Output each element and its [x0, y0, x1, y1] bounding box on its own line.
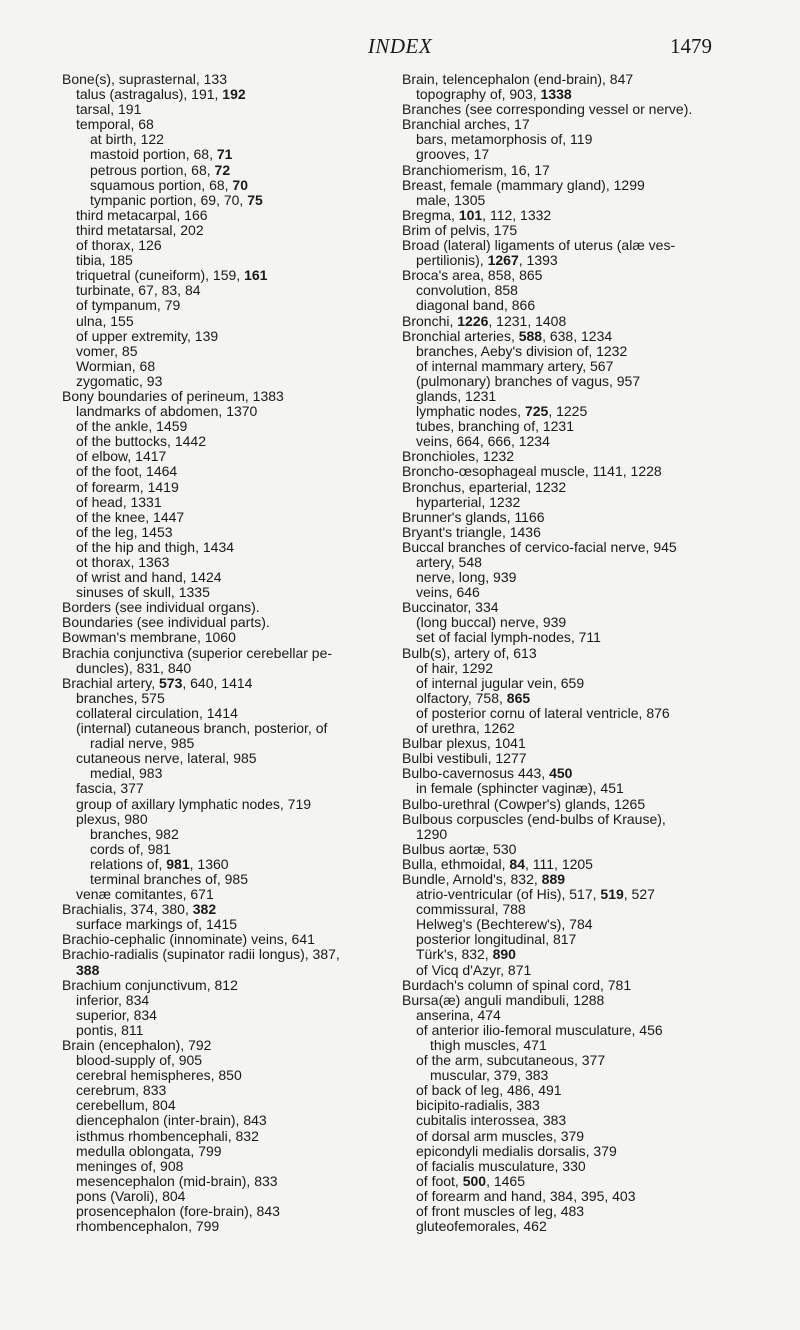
index-entry: meninges of, 908: [76, 1157, 184, 1174]
index-entry: pertilionis), 1267, 1393: [416, 252, 558, 269]
index-entry: Bryant's triangle, 1436: [402, 523, 541, 540]
index-entry: isthmus rhombencephali, 832: [76, 1127, 259, 1144]
index-entry: Brachial artery, 573, 640, 1414: [62, 674, 253, 691]
index-entry: Bulbi vestibuli, 1277: [402, 750, 527, 767]
index-entry: of elbow, 1417: [76, 448, 167, 465]
index-entry: relations of, 981, 1360: [90, 855, 229, 872]
index-entry: (pulmonary) branches of vagus, 957: [416, 372, 641, 389]
index-entry: Bulb(s), artery of, 613: [402, 644, 537, 661]
index-entry: Bone(s), suprasternal, 133: [62, 71, 227, 87]
index-entry: thigh muscles, 471: [430, 1037, 547, 1053]
index-entry: squamous portion, 68, 70: [90, 176, 248, 193]
index-entry: male, 1305: [416, 191, 486, 208]
index-entry: of posterior cornu of lateral ventricle, 876: [416, 704, 670, 721]
index-entry: branches, 982: [90, 825, 179, 842]
index-entry: Branches (see corresponding vessel or nerve).: [402, 101, 693, 118]
index-entry: superior, 834: [76, 1006, 157, 1023]
index-entry: mesencephalon (mid-brain), 833: [76, 1172, 278, 1189]
index-entry: of the hip and thigh, 1434: [76, 538, 235, 555]
index-entry: medulla oblongata, 799: [76, 1142, 222, 1159]
index-entry: Bronchus, eparterial, 1232: [402, 478, 567, 495]
index-entry: third metatarsal, 202: [76, 221, 204, 238]
page-header: [0, 34, 800, 58]
index-entry: of head, 1331: [76, 493, 162, 510]
index-entry: tubes, branching of, 1231: [416, 418, 575, 435]
index-entry: triquetral (cuneiform), 159, 161: [76, 267, 268, 284]
index-entry: of thorax, 126: [76, 237, 162, 254]
index-entry: Branchial arches, 17: [402, 116, 530, 133]
index-column-right: [402, 72, 734, 1234]
index-entry: Wormian, 68: [76, 357, 156, 374]
index-entry: Brain, telencephalon (end-brain), 847: [402, 71, 634, 87]
index-entry: olfactory, 758, 865: [416, 689, 531, 706]
index-entry: Bulbo-urethral (Cowper's) glands, 1265: [402, 795, 646, 812]
index-entry: (long buccal) nerve, 939: [416, 614, 567, 631]
index-entry: pontis, 811: [76, 1021, 144, 1038]
index-entry: Bowman's membrane, 1060: [62, 629, 236, 646]
page-title: INDEX: [367, 34, 433, 58]
index-entry: grooves, 17: [416, 146, 490, 163]
index-entry: topography of, 903, 1338: [416, 86, 572, 103]
index-entry: Brachio-radialis (supinator radii longus), 387,: [62, 946, 340, 963]
index-entry: Burdach's column of spinal cord, 781: [402, 976, 632, 993]
index-entry: cerebrum, 833: [76, 1082, 167, 1099]
index-column-left: [62, 72, 392, 1234]
index-entry: Branchiomerism, 16, 17: [402, 161, 550, 178]
index-entry: of the leg, 1453: [76, 523, 173, 540]
index-entry: of front muscles of leg, 483: [416, 1203, 585, 1220]
index-entry: of the ankle, 1459: [76, 418, 188, 435]
index-entry: commissural, 788: [416, 901, 526, 918]
index-entry: Bulla, ethmoidal, 84, 111, 1205: [402, 855, 593, 872]
index-entry: of the foot, 1464: [76, 463, 178, 480]
index-entry: of hair, 1292: [416, 659, 494, 676]
index-entry: cubitalis interossea, 383: [416, 1112, 567, 1129]
index-entry: Breast, female (mammary gland), 1299: [402, 176, 645, 193]
index-entry: glands, 1231: [416, 387, 497, 404]
index-entry: Bundle, Arnold's, 832, 889: [402, 870, 566, 887]
index-entry: terminal branches of, 985: [90, 870, 248, 887]
index-entry: group of axillary lymphatic nodes, 719: [76, 795, 312, 812]
index-entry: of Vicq d'Azyr, 871: [416, 961, 532, 978]
index-entry: convolution, 858: [416, 282, 518, 299]
index-entry: of dorsal arm muscles, 379: [416, 1127, 585, 1144]
index-entry: Brachia conjunctiva (superior cerebellar pe-: [62, 644, 333, 661]
index-entry: of internal jugular vein, 659: [416, 674, 585, 691]
index-entry: third metacarpal, 166: [76, 206, 208, 223]
index-entry: ulna, 155: [76, 312, 134, 329]
index-entry: turbinate, 67, 83, 84: [76, 282, 201, 299]
index-entry: of forearm and hand, 384, 395, 403: [416, 1187, 636, 1204]
index-entry: surface markings of, 1415: [76, 916, 238, 933]
index-entry: Broca's area, 858, 865: [402, 267, 543, 284]
index-entry: prosencephalon (fore-brain), 843: [76, 1203, 280, 1220]
index-entry: veins, 664, 666, 1234: [416, 433, 550, 450]
index-entry: Boundaries (see individual parts).: [62, 614, 270, 631]
index-entry: Brachium conjunctivum, 812: [62, 976, 238, 993]
index-entry: medial, 983: [90, 765, 163, 782]
index-entry: Buccinator, 334: [402, 599, 499, 616]
page-number: 1479: [670, 34, 712, 58]
index-entry: Borders (see individual organs).: [62, 599, 260, 616]
index-entry: zygomatic, 93: [76, 372, 163, 389]
index-entry: Helweg's (Bechterew's), 784: [416, 916, 593, 933]
index-entry: cords of, 981: [90, 840, 171, 857]
index-entry: petrous portion, 68, 72: [90, 161, 231, 178]
index-entry: anserina, 474: [416, 1006, 501, 1023]
index-entry: of foot, 500, 1465: [416, 1172, 525, 1189]
index-entry: Bronchial arteries, 588, 638, 1234: [402, 327, 613, 344]
index-entry: mastoid portion, 68, 71: [90, 146, 233, 163]
index-entry: Broncho-œsophageal muscle, 1141, 1228: [402, 463, 662, 480]
index-entry: Bronchioles, 1232: [402, 448, 515, 465]
index-entry: sinuses of skull, 1335: [76, 584, 210, 601]
index-entry: artery, 548: [416, 554, 482, 570]
index-entry: Türk's, 832, 890: [416, 946, 516, 963]
index-entry: Brachio-cephalic (innominate) veins, 641: [62, 931, 315, 948]
index-entry: Bulbar plexus, 1041: [402, 735, 526, 752]
index-entry: cutaneous nerve, lateral, 985: [76, 750, 257, 767]
index-entry: fascia, 377: [76, 780, 144, 797]
index-entry: ot thorax, 1363: [76, 554, 170, 570]
index-entry: lymphatic nodes, 725, 1225: [416, 403, 588, 420]
index-entry: veins, 646: [416, 584, 480, 601]
index-entry: vomer, 85: [76, 342, 138, 359]
index-entry: bars, metamorphosis of, 119: [416, 131, 593, 148]
index-entry: of wrist and hand, 1424: [76, 569, 222, 586]
index-entry: plexus, 980: [76, 810, 148, 827]
index-entry: gluteofemorales, 462: [416, 1218, 547, 1235]
index-entry: at birth, 122: [90, 131, 164, 148]
index-entry: diagonal band, 866: [416, 297, 536, 314]
index-entry: of the knee, 1447: [76, 508, 185, 525]
index-entry: bicipito-radialis, 383: [416, 1097, 540, 1114]
index-entry: posterior longitudinal, 817: [416, 931, 577, 948]
index-entry: Brim of pelvis, 175: [402, 221, 518, 238]
index-entry: atrio-ventricular (of His), 517, 519, 527: [416, 886, 655, 903]
index-entry: cerebral hemispheres, 850: [76, 1067, 242, 1084]
index-entry: landmarks of abdomen, 1370: [76, 403, 258, 420]
index-entry: cerebellum, 804: [76, 1097, 176, 1114]
index-entry: of urethra, 1262: [416, 720, 515, 737]
index-entry: collateral circulation, 1414: [76, 704, 238, 721]
index-entry: 1290: [416, 825, 448, 842]
index-entry: branches, 575: [76, 689, 165, 706]
index-entry: of the arm, subcutaneous, 377: [416, 1052, 606, 1069]
index-entry: muscular, 379, 383: [430, 1067, 549, 1084]
index-entry: Bregma, 101, 112, 1332: [402, 206, 552, 223]
index-entry: temporal, 68: [76, 116, 154, 133]
index-entry: of internal mammary artery, 567: [416, 357, 614, 374]
index-entry: of the buttocks, 1442: [76, 433, 206, 450]
index-entry: of facialis musculature, 330: [416, 1157, 586, 1174]
index-entry: of tympanum, 79: [76, 297, 181, 314]
index-entry: Bursa(æ) anguli mandibuli, 1288: [402, 991, 605, 1008]
index-entry: branches, Aeby's division of, 1232: [416, 342, 628, 359]
index-entry: of forearm, 1419: [76, 478, 179, 495]
index-entry: rhombencephalon, 799: [76, 1218, 220, 1235]
index-entry: of anterior ilio-femoral musculature, 456: [416, 1021, 663, 1038]
index-entry: Broad (lateral) ligaments of uterus (alæ ves-: [402, 237, 676, 254]
index-entry: 388: [76, 961, 100, 978]
index-entry: hyparterial, 1232: [416, 493, 521, 510]
index-entry: Bony boundaries of perineum, 1383: [62, 387, 284, 404]
index-entry: tympanic portion, 69, 70, 75: [90, 191, 263, 208]
index-entry: Bronchi, 1226, 1231, 1408: [402, 312, 567, 329]
index-entry: Brunner's glands, 1166: [402, 508, 545, 525]
index-entry: inferior, 834: [76, 991, 150, 1008]
index-entry: pons (Varoli), 804: [76, 1187, 186, 1204]
index-entry: nerve, long, 939: [416, 569, 517, 586]
index-entry: Brachialis, 374, 380, 382: [62, 901, 217, 918]
index-entry: Bulbus aortæ, 530: [402, 840, 517, 857]
index-entry: set of facial lymph-nodes, 711: [416, 629, 601, 646]
index-entry: epicondyli medialis dorsalis, 379: [416, 1142, 617, 1159]
index-entry: Brain (encephalon), 792: [62, 1037, 212, 1053]
index-entry: diencephalon (inter-brain), 843: [76, 1112, 267, 1129]
index-entry: talus (astragalus), 191, 192: [76, 86, 246, 103]
index-entry: venæ comitantes, 671: [76, 886, 214, 903]
index-entry: of upper extremity, 139: [76, 327, 219, 344]
index-entry: Bulbous corpuscles (end-bulbs of Krause),: [402, 810, 666, 827]
index-entry: Buccal branches of cervico-facial nerve, 945: [402, 538, 677, 555]
index-entry: blood-supply of, 905: [76, 1052, 203, 1069]
index-entry: Bulbo-cavernosus 443, 450: [402, 765, 573, 782]
index-entry: tarsal, 191: [76, 101, 142, 118]
index-entry: tibia, 185: [76, 252, 133, 269]
index-entry: of back of leg, 486, 491: [416, 1082, 562, 1099]
index-entry: duncles), 831, 840: [76, 659, 192, 676]
index-entry: (internal) cutaneous branch, posterior, of: [76, 720, 328, 737]
index-entry: in female (sphincter vaginæ), 451: [416, 780, 624, 797]
index-entry: radial nerve, 985: [90, 735, 195, 752]
